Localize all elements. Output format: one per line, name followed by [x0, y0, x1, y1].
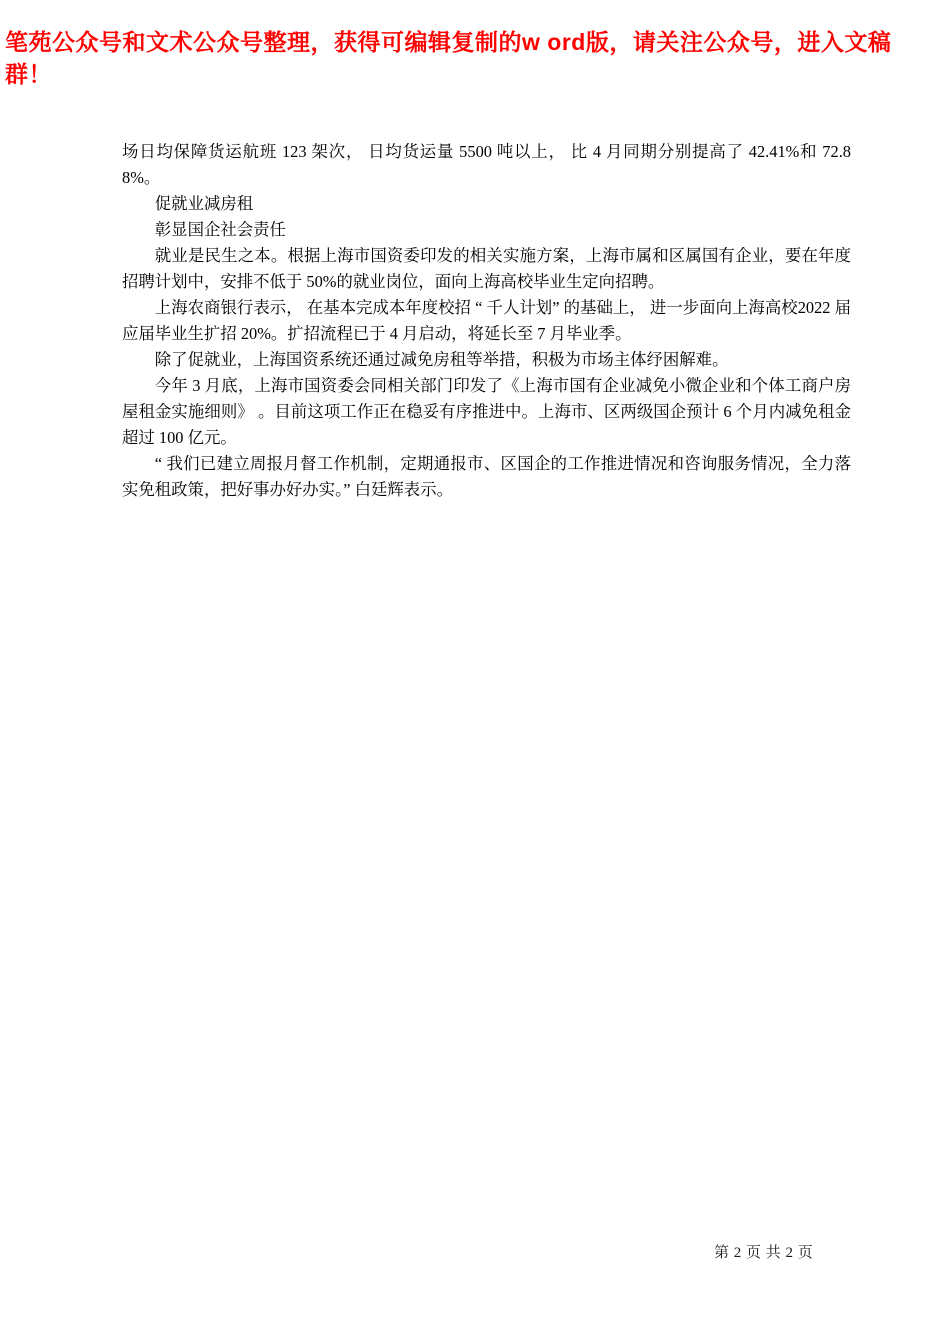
paragraph: 今年 3 月底，上海市国资委会同相关部门印发了《上海市国有企业减免小微企业和个体工商户房屋租金实施细则》 。目前这项工作正在稳妥有序推进中。上海市、区两级国企预计 6 个月内减免租金超过 100 亿元。 — [122, 376, 851, 447]
document-body — [122, 139, 851, 503]
promo-banner: 笔苑公众号和文术公众号整理，获得可编辑复制的w ord版，请关注公众号，进入文稿群！ — [5, 29, 892, 87]
page-number-footer: 第 2 页 共 2 页 — [714, 1245, 814, 1261]
paragraph: “ 我们已建立周报月督工作机制，定期通报市、区国企的工作推进情况和咨询服务情况，全力落实免租政策，把好事办好办实。” 白廷辉表示。 — [122, 454, 851, 499]
paragraph: 彰显国企社会责任 — [154, 220, 286, 239]
paragraph: 上海农商银行表示， 在基本完成本年度校招 “ 千人计划” 的基础上， 进一步面向上海高校2022 届应届毕业生扩招 20%。扩招流程已于 4 月启动，将延长至 7 月毕业季。 — [122, 298, 851, 343]
paragraph: 除了促就业，上海国资系统还通过减免房租等举措，积极为市场主体纾困解难。 — [154, 350, 729, 369]
paragraph: 场日均保障货运航班 123 架次， 日均货运量 5500 吨以上， 比 4 月同期分别提高了 42.41%和 72.88%。 — [122, 142, 851, 187]
paragraph: 就业是民生之本。根据上海市国资委印发的相关实施方案，上海市属和区属国有企业，要在年度招聘计划中，安排不低于 50%的就业岗位，面向上海高校毕业生定向招聘。 — [122, 246, 851, 291]
paragraph: 促就业减房租 — [154, 194, 254, 213]
